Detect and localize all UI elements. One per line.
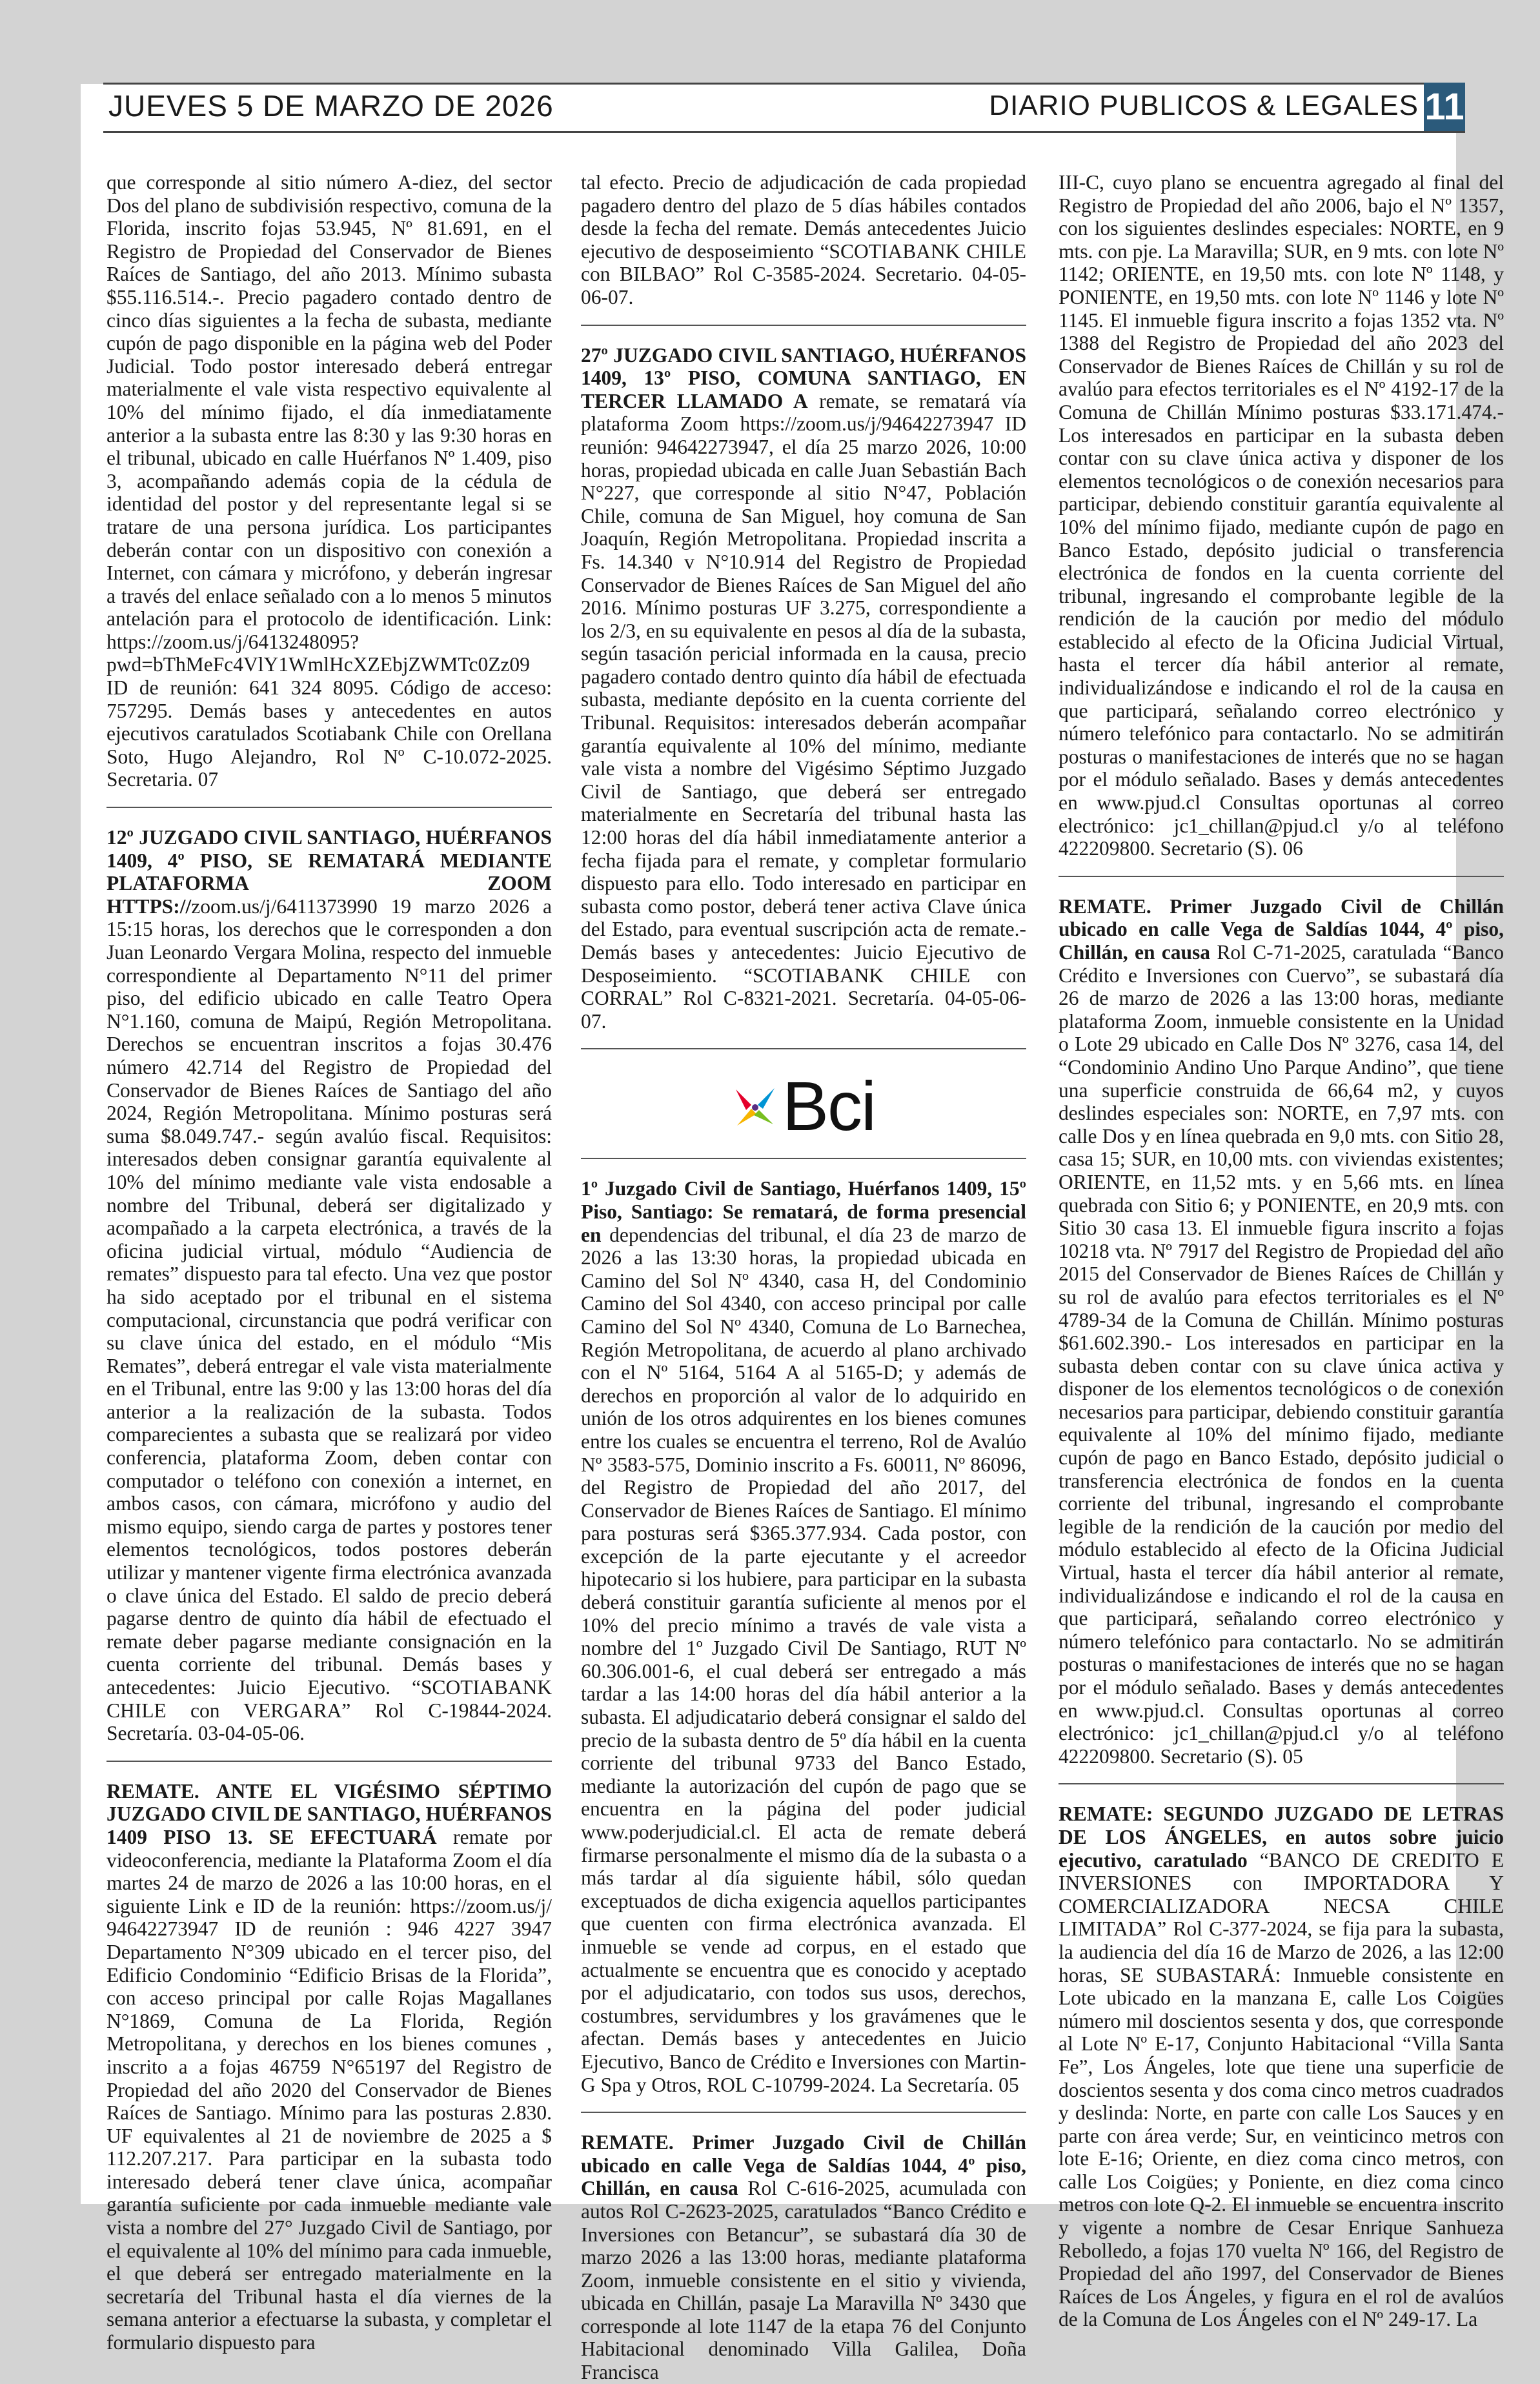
notice-heading: REMATE. ANTE EL VIGÉSIMO SÉPTIMO JUZGADO CIVIL DE SANTIAGO, HUÉRFANOS 1409 PISO 13. SE EFECTUARÁ <box>106 1779 552 1848</box>
issue-date: JUEVES 5 DE MARZO DE 2026 <box>108 89 554 123</box>
divider <box>1059 1783 1504 1784</box>
notice-heading: REMATE. Primer Juzgado Civil de Chillán ubicado en calle Vega de Saldías 1044, 4º piso, Chillán, en causa <box>581 2131 1026 2200</box>
bci-mark-icon <box>732 1083 778 1129</box>
notice-body: dependencias del tribunal, el día 23 de marzo de 2026 a las 13:30 horas, la propiedad ubicada en Camino del Sol Nº 4340, casa H, del Condominio Camino del Sol 4340, con acceso principal por calle Camino del Sol Nº 4340, Comuna de Lo Barnechea, Región Metropolitana, de acuerdo al plano archivado con el Nº 5164, 5164 A al 5165-D; y además de derechos en proporción al valor de lo adquirido en unión de los otros adquirentes en los bienes comunes entre los cuales se encuentra el terreno, Rol de Avalúo Nº 3583-575, Dominio inscrito a Fs. 60011, Nº 86096, del Registro de Propiedad del año 2017, del Conservador de Bienes Raíces de Santiago. El mínimo para posturas será $365.377.934. Cada postor, con excepción de la parte ejecutante y el acreedor hipotecario si los hubiere, para participar en la subasta deberá constituir garantía suficiente al menos por el 10% del precio mínimo a través de vale vista a nombre del 1º Juzgado Civil De Santiago, RUT Nº 60.306.001-6, el cual deberá ser entregado a más tardar a las 14:00 horas del día hábil anterior a la subasta. El adjudicatario deberá consignar el saldo del precio de la subasta dentro de 5º día hábil en la cuenta corriente del tribunal 9733 del Banco Estado, mediante la autorización del cupón de pago que se encuentra en la página del poder judicial www.poderjudicial.cl. El acta de remate deberá firmarse personalmente el mismo día de la subasta o a más tardar al día siguiente hábil, sólo quedan exceptuados de dicha exigencia aquellos participantes que cuenten con firma electrónica avanzada. El inmueble se vende ad corpus, en el estado que actualmente se encuentra que es conocido y aceptado por el adjudicatario, con todos sus usos, derechos, costumbres, servidumbres y los gravámenes que le afectan. Demás bases y antecedentes en Juicio Ejecutivo, Banco de Crédito e Inversiones con Martin-G Spa y Otros, ROL C-10799-2024. La Secretaría. 05 <box>581 1223 1026 2096</box>
notice-text: tal efecto. Precio de adjudicación de cada propiedad pagadero dentro del plazo de 5 días hábiles contados desde la fecha del remate. Demás antecedentes Juicio ejecutivo de desposeimiento “SCOTIABANK CHILE con BILBAO” Rol C-3585-2024. Secretario. 04-05-06-07. <box>581 171 1026 308</box>
notice-body: zoom.us/j/6411373990 19 marzo 2026 a 15:15 horas, los derechos que le corresponden a don Juan Leonardo Vergara Molina, respecto del inmueble correspondiente al Departamento N°11 del primer piso, del edificio ubicado en calle Teatro Opera N°1.160, comuna de Maipú, Región Metropolitana. Derechos se encuentran inscritos a fojas 30.476 número 42.714 del Registro de Propiedad del Conservador de Bienes Raíces de Santiago del año 2024, Región Metropolitana. Mínimo posturas será suma $8.049.747.- según avalúo fiscal. Requisitos: interesados deben consignar garantía equivalente al 10% del mínimo mediante vale vista endosable a nombre del Tribunal, deberá ser digitalizado y acompañado a la carpeta electrónica, a través de la oficina judicial virtual, módulo “Audiencia de remates” dispuesto para tal efecto. Una vez que postor ha sido aceptado por el tribunal en el sistema computacional, circunstancia que podrá verificar con su clave única del estado, en el módulo “Mis Remates”, deberá entregar el vale vista materialmente en el Tribunal, entre las 9:00 y las 13:00 horas del día anterior a la realización de la subasta. Todos comparecientes a subasta que se realizará por video conferencia, plataforma Zoom, deben contar con computador o teléfono con conexión a internet, en ambos casos, con cámara, micrófono y audio del mismo equipo, siendo carga de partes y postores tener elementos tecnológicos, todos postores deberán utilizar y mantener vigente firma electrónica avanzada o clave única del Estado. El saldo de precio deberá pagarse dentro de quinto día hábil de efectuado el remate deber pagarse mediante consignación en la cuenta corriente del tribunal. Demás bases y antecedentes: Juicio Ejecutivo. “SCOTIABANK CHILE con VERGARA” Rol C-19844-2024. Secretaría. 03-04-05-06. <box>106 894 552 1745</box>
notice <box>1059 1803 1504 2331</box>
notice-text: III-C, cuyo plano se encuentra agregado al final del Registro de Propiedad del año 2006, bajo el Nº 1357, con los siguientes deslindes especiales: NORTE, en 9 mts. con pje. La Maravilla; SUR, en 9 mts. con lote Nº 1142; ORIENTE, en 19,50 mts. con lote Nº 1148, y PONIENTE, en 19,50 mts. con lote Nº 1146 y lote Nº 1145. El inmueble figura inscrito a fojas 1352 vta. Nº 1388 del Registro de Propiedad del año 2023 del Conservador de Bienes Raíces de Chillán y su rol de avalúo para efectos territoriales es el Nº 4192-17 de la Comuna de Chillán Mínimo posturas $33.171.474.- Los interesados en participar en la subasta deben contar con su clave única activa y disponer de los elementos tecnológicos o de conexión necesarios para participar, debiendo constituir garantía equivalente al 10% del mínimo fijado, mediante cupón de pago en Banco Estado, depósito judicial o transferencia electrónica de fondos en la cuenta corriente del tribunal, ingresando el comprobante legible de la rendición de la caución por medio del módulo establecido al efecto de la Oficina Judicial Virtual, hasta el tercer día hábil anterior al remate, individualizándose e indicando el rol de la causa en que participará, señalando correo electrónico y número telefónico para contactarlo. No se admitirán posturas o manifestaciones de interés que no se hagan por el módulo señalado. Bases y demás antecedentes en www.pjud.cl Consultas oportunas al correo electrónico: jc1_chillan@pjud.cl y/o al teléfono 422209800. Secretario (S). 06 <box>1059 171 1504 860</box>
notice <box>1059 895 1504 1768</box>
notice-body: “BANCO DE CREDITO E INVERSIONES con IMPORTADORA Y COMERCIALIZADORA NECSA CHILE LIMITADA” Rol C-377-2024, se fija para la subasta, la audiencia del día 16 de Marzo de 2026, a las 12:00 horas, SE SUBASTARÁ: Inmueble consistente en Lote ubicado en la manzana E, calle Los Coigües número mil doscientos sesenta y dos, que corresponde al Lote Nº E-17, Conjunto Habitacional “Villa Santa Fe”, Los Ángeles, lote que tiene una superficie de doscientos sesenta y dos coma cinco metros cuadrados y deslinda: Norte, en parte con calle Los Sauces y en parte con área verde; Sur, en veinticinco metros con lote E-16; Oriente, en diez coma cinco metros, con calle Los Coigües; y Poniente, en diez coma cinco metros con lote Q-2. El inmueble se encuentra inscrito y vigente a nombre de Cesar Enrique Sanhueza Rebolledo, a fojas 170 vuelta Nº 166, del Registro de Propiedad del año 1997, del Conservador de Bienes Raíces de Los Ángeles, y figura en el rol de avalúos de la Comuna de Los Ángeles con el Nº 249-17. La <box>1059 1848 1505 2331</box>
divider <box>106 807 552 808</box>
divider <box>581 1158 1026 1159</box>
column-3 <box>1059 171 1505 2331</box>
notice-heading: 27º JUZGADO CIVIL SANTIAGO, HUÉRFANOS 1409, 13º PISO, COMUNA SANTIAGO, EN TERCER LLAMADO A <box>581 343 1026 412</box>
notice <box>581 2131 1026 2384</box>
divider <box>581 325 1026 326</box>
bci-logo <box>581 1067 1026 1145</box>
divider <box>1059 876 1504 877</box>
notice <box>106 1780 552 2354</box>
notice-text: que corresponde al sitio número A-diez, del sector Dos del plano de subdivisión respectivo, comuna de la Florida, inscrito fojas 53.945, Nº 81.691, en el Registro de Propiedad del Conservador de Bienes Raíces de Santiago, del año 2013. Mínimo subasta $55.116.514.-. Precio pagadero contado dentro de cinco días siguientes a la fecha de subasta, mediante cupón de pago disponible en la página web del Poder Judicial. Todo postor interesado deberá entregar materialmente el vale vista respectivo equivalente al 10% del mínimo fijado, el día inmediatamente anterior a la subasta entre las 8:30 y las 9:30 horas en el tribunal, ubicado en calle Huérfanos Nº 1.409, piso 3, acompañando además copia de la cédula de identidad del postor y del representante legal si se tratare de una persona jurídica. Los participantes deberán contar con un dispositivo con conexión a Internet, con cámara y micrófono, y deberán ingresar a través del enlace señalado con a lo menos 5 minutos antelación para el protocolo de identificación. Link: https://zoom.us/j/6413248095?pwd=bThMeFc4VlY1WmlHcXZEbjZWMTc0Zz09 ID de reunión: 641 324 8095. Código de acceso: 757295. Demás bases y antecedentes en autos ejecutivos caratulados Scotiabank Chile con Orellana Soto, Hugo Alejandro, Rol Nº C-10.072-2025. Secretaria. 07 <box>106 171 552 791</box>
column-2 <box>581 171 1026 2384</box>
divider <box>106 1761 552 1762</box>
notice-body: remate, se rematará vía plataforma Zoom https://zoom.us/j/94642273947 ID reunión: 94642273947, el día 25 marzo 2026, 10:00 horas, propiedad ubicada en calle Juan Sebastián Bach N°227, que corresponde al sitio N°47, Población Chile, comuna de San Miguel, hoy comuna de San Joaquín, Región Metropolitana. Propiedad inscrita a Fs. 14.340 v N°10.914 del Registro de Propiedad Conservador de Bienes Raíces de San Miguel del año 2016. Mínimo posturas UF 3.275, correspondiente a los 2/3, en su equivalente en pesos al día de la subasta, según tasación pericial informada en la causa, precio pagadero contado dentro quinto día hábil de efectuada subasta, mediante depósito en la cuenta corriente del Tribunal. Requisitos: interesados deberán acompañar garantía equivalente al 10% del mínimo, mediante vale vista a nombre del Vigésimo Séptimo Juzgado Civil de Santiago, que deberá ser entregado materialmente en Secretaría del tribunal hasta las 12:00 horas del día hábil inmediatamente anterior a fecha fijada para el remate, y completar formulario dispuesto para ello. Todo interesado en participar en subasta como postor, deberá tener activa Clave única del Estado, para eventual suscripción acta de remate.- Demás bases y antecedentes: Juicio Ejecutivo de Desposeimiento. “SCOTIABANK CHILE con CORRAL” Rol C-8321-2021. Secretaría. 04-05-06-07. <box>581 389 1026 1033</box>
notice-body: Rol C-616-2025, acumulada con autos Rol C-2623-2025, caratulados “Banco Crédito e Inversiones con Betancur”, se subastará día 30 de marzo 2026 a las 13:00 horas, mediante plataforma Zoom, inmueble consistente en el sitio y vivienda, ubicada en Chillán, pasaje La Maravilla Nº 3430 que corresponde al lote 1147 de la etapa 76 del Conjunto Habitacional denominado Villa Galilea, Doña Francisca <box>581 2177 1026 2384</box>
publication-name: DIARIO PUBLICOS & LEGALES <box>989 90 1419 121</box>
notice-body: remate por videoconferencia, mediante la Plataforma Zoom el día martes 24 de marzo de 2026 a las 10:00 horas, en el siguiente Link e ID de la reunión: https://zoom.us/j/ 94642273947 ID de reunión : 946 4227 3947 Departamento N°309 ubicado en el tercer piso, del Edificio Condominio “Edificio Brisas de la Florida”, con acceso principal por calle Rojas Magallanes N°1869, Comuna de La Florida, Región Metropolitana, y derechos en los bienes comunes , inscrito a a fojas 46759 N°65197 del Registro de Propiedad del año 2020 del Conservador de Bienes Raíces de Santiago. Mínimo para las posturas 2.830. UF equivalentes al 21 de noviembre de 2025 a $ 112.207.217. Para participar en la subasta todo interesado deberá tener clave única, acompañar garantía suficiente por cada inmueble mediante vale vista a nombre del 27° Juzgado Civil de Santiago, por el equivalente al 10% del mínimo para cada inmueble, el que deberá ser entregado materialmente en la secretaría del Tribunal hasta el día viernes de la semana anterior a efectuarse la subasta, y completar el formulario dispuesto para <box>106 1825 552 2354</box>
notice-heading: 12º JUZGADO CIVIL SANTIAGO, HUÉRFANOS 1409, 4º PISO, SE REMATARÁ MEDIANTE PLATAFORMA ZOOM HTTPS:// <box>106 826 552 918</box>
column-1 <box>106 171 552 2354</box>
divider <box>581 1048 1026 1049</box>
bci-logo-text: Bci <box>782 1067 876 1146</box>
divider <box>581 2112 1026 2113</box>
page-number: 11 <box>1424 83 1465 131</box>
notice <box>106 826 552 1745</box>
notice-heading: REMATE: SEGUNDO JUZGADO DE LETRAS DE LOS ÁNGELES, en autos sobre juicio ejecutivo, caratulado <box>1059 1803 1504 1872</box>
page-header <box>103 83 1465 133</box>
notice-body: Rol C-71-2025, caratulada “Banco Crédito e Inversiones con Cuervo”, se subastará día 26 de marzo de 2026 a las 13:00 horas, mediante plataforma Zoom, inmueble consistente en la Unidad o Lote 29 ubicado en Calle Dos Nº 3276, casa 14, del “Condominio Andino Uno Parque Andino”, que tiene una superficie construida de 66,64 m2, y cuyos deslindes especiales son: NORTE, en 7,97 mts. con calle Dos y en línea quebrada en 9,0 mts. con Sitio 28, casa 15; SUR, en 10,00 mts. con viviendas existentes; ORIENTE, en 11,52 mts. y en 5,66 mts. en línea quebrada con Sitio 6; y PONIENTE, en 20,9 mts. con Sitio 30 casa 13. El inmueble figura inscrito a fojas 10218 vta. Nº 7917 del Registro de Propiedad del año 2015 del Conservador de Bienes Raíces de Chillán y su rol de avalúo para efectos territoriales es el Nº 4789-34 de la Comuna de Chillán. Mínimo posturas $61.602.390.- Los interesados en participar en la subasta deben contar con su clave única activa y disponer de los elementos tecnológicos o de conexión necesarios para participar, debiendo constituir garantía equivalente al 10% del mínimo fijado, mediante cupón de pago en Banco Estado, depósito judicial o transferencia electrónica de fondos en la cuenta corriente del tribunal, ingresando el comprobante legible de la rendición de la caución por medio del módulo establecido al efecto de la Oficina Judicial Virtual, hasta el tercer día hábil anterior al remate, individualizándose e indicando el rol de la causa en que participará, señalando correo electrónico y número telefónico para contactarlo. No se admitirán posturas o manifestaciones de interés que no se hagan por el módulo señalado. Bases y demás antecedentes en www.pjud.cl. Consultas oportunas al correo electrónico: jc1_chillan@pjud.cl y/o al teléfono 422209800. Secretario (S). 05 <box>1059 941 1504 1768</box>
notice-heading: 1º Juzgado Civil de Santiago, Huérfanos 1409, 15º Piso, Santiago: Se rematará, de forma presencial en <box>581 1177 1026 1246</box>
notice <box>581 1177 1026 2096</box>
notice-heading: REMATE. Primer Juzgado Civil de Chillán ubicado en calle Vega de Saldías 1044, 4º piso, Chillán, en causa <box>1059 894 1504 964</box>
notice <box>581 344 1026 1033</box>
